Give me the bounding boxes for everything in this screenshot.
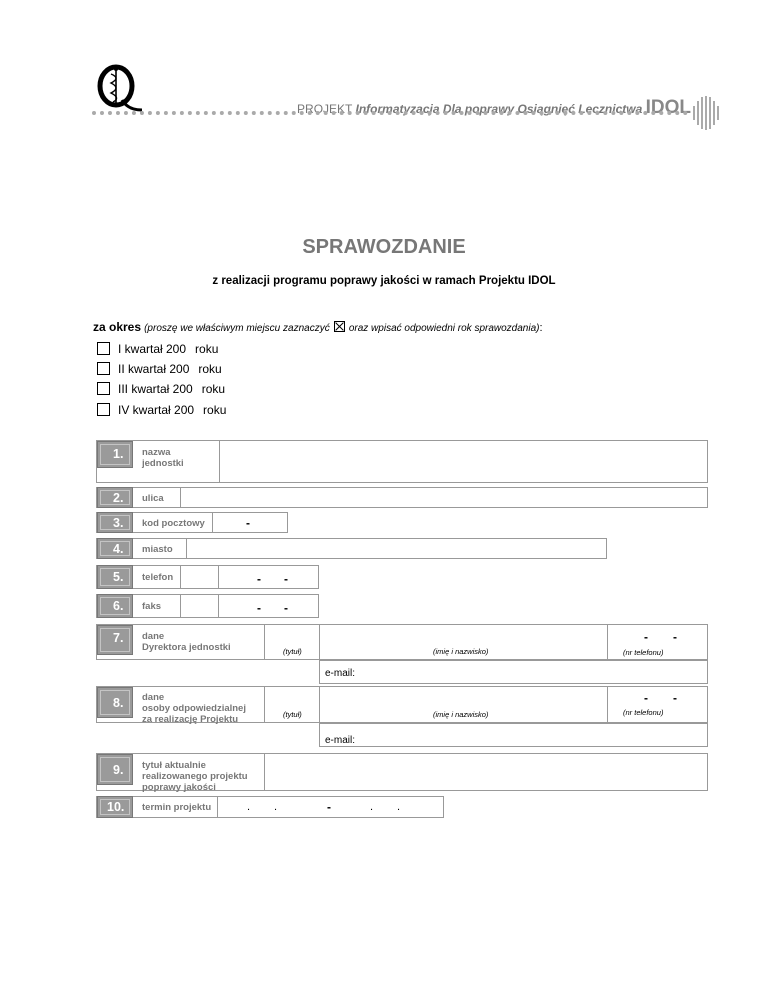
input-postal-code[interactable] — [214, 513, 286, 532]
director-email-label: e-mail: — [325, 668, 356, 679]
quarter-3-label: III kwartał 200 — [118, 382, 193, 396]
responsible-phone-sep-2: - — [673, 691, 677, 705]
field-number-9: 9. — [97, 754, 133, 785]
divider — [607, 624, 608, 660]
field-number-6: 6. — [97, 594, 133, 618]
term-date-dot-3: . — [370, 801, 374, 813]
input-project-term[interactable] — [219, 797, 442, 817]
period-colon: : — [539, 322, 543, 334]
project-header — [91, 97, 691, 119]
label-fax: faks — [142, 601, 162, 612]
checkbox-quarter-2[interactable] — [97, 362, 110, 375]
input-responsible-email[interactable] — [362, 725, 706, 745]
director-title-hint: (tytuł) — [283, 647, 302, 656]
field-number-8: 8. — [97, 687, 133, 718]
label-responsible-person: dane osoby odpowiedzialnej za realizację Projektu — [142, 692, 246, 725]
checked-box-icon — [334, 321, 345, 332]
checkbox-quarter-4[interactable] — [97, 403, 110, 416]
field-number-1: 1. — [97, 441, 133, 468]
quarter-4-suffix: roku — [203, 403, 227, 417]
divider — [186, 538, 187, 559]
input-responsible-name[interactable] — [321, 688, 606, 721]
divider — [180, 594, 181, 618]
responsible-email-label: e-mail: — [325, 735, 356, 746]
divider — [607, 686, 608, 723]
input-unit-name[interactable] — [221, 442, 705, 481]
input-city[interactable] — [188, 539, 605, 558]
field-number-10: 10. — [97, 796, 133, 818]
label-project-term: termin projektu — [142, 802, 212, 813]
label-street: ulica — [142, 493, 164, 504]
divider — [264, 624, 265, 660]
quarter-1-suffix: roku — [195, 342, 219, 356]
director-name-hint: (imię i nazwisko) — [433, 647, 489, 656]
period-note-after: oraz wpisać odpowiedni rok sprawozdania) — [348, 323, 540, 334]
input-phone[interactable] — [182, 566, 317, 588]
quarter-2-label: II kwartał 200 — [118, 362, 190, 376]
project-prefix: PROJEKT — [297, 102, 353, 116]
quarter-option-2[interactable] — [97, 362, 222, 376]
input-director-title[interactable] — [266, 626, 318, 658]
checkbox-quarter-3[interactable] — [97, 382, 110, 395]
project-name: Informatyzacja Dla poprawy Osiągnięć Lecznictwa — [355, 102, 643, 116]
term-date-dot-2: . — [274, 801, 278, 813]
field-number-7: 7. — [97, 625, 133, 655]
label-city: miasto — [142, 544, 173, 555]
responsible-phone-hint: (nr telefonu) — [623, 708, 664, 717]
quarter-4-label: IV kwartał 200 — [118, 403, 195, 417]
input-project-title[interactable] — [266, 755, 706, 789]
quarter-3-suffix: roku — [201, 382, 226, 396]
responsible-phone-sep-1: - — [644, 691, 648, 705]
field-number-3: 3. — [97, 512, 133, 533]
phone-separator-2: - — [284, 572, 288, 586]
term-date-dot-4: . — [397, 801, 401, 813]
input-director-phone[interactable] — [609, 626, 706, 658]
label-postal-code: kod pocztowy — [142, 518, 205, 529]
label-project-title: tytuł aktualnie realizowanego projektu poprawy jakości — [142, 760, 248, 793]
quarter-option-4[interactable] — [97, 403, 226, 417]
divider — [264, 753, 265, 791]
input-responsible-phone[interactable] — [609, 688, 706, 721]
input-street[interactable] — [182, 488, 706, 507]
divider — [217, 796, 218, 818]
field-number-4: 4. — [97, 538, 133, 559]
label-director: dane Dyrektora jednostki — [142, 631, 231, 653]
striped-bars-icon — [693, 96, 721, 130]
label-unit-name: nazwa jednostki — [142, 447, 184, 469]
document-subtitle: z realizacji programu poprawy jakości w ramach Projektu IDOL — [212, 275, 556, 287]
period-note-before: (proszę we właściwym miejscu zaznaczyć — [144, 323, 330, 334]
quarter-option-1[interactable] — [97, 342, 218, 356]
quarter-2-suffix: roku — [198, 362, 222, 376]
divider — [180, 565, 181, 589]
period-instruction — [93, 320, 543, 334]
input-director-email[interactable] — [362, 662, 706, 682]
director-phone-sep-2: - — [673, 630, 677, 644]
divider — [219, 440, 220, 483]
document-title: SPRAWOZDANIE — [302, 236, 466, 258]
divider — [264, 686, 265, 723]
fax-separator-1: - — [257, 601, 261, 615]
field-number-5: 5. — [97, 565, 133, 589]
label-phone: telefon — [142, 572, 174, 583]
fax-separator-2: - — [284, 601, 288, 615]
input-director-name[interactable] — [321, 626, 606, 658]
phone-separator-1: - — [257, 572, 261, 586]
quarter-option-3[interactable] — [97, 382, 225, 396]
quarter-1-label: I kwartał 200 — [118, 342, 187, 356]
term-date-dot-1: . — [247, 801, 251, 813]
input-fax[interactable] — [182, 595, 317, 617]
divider — [212, 512, 213, 533]
director-phone-hint: (nr telefonu) — [623, 648, 664, 657]
header-dotted-divider — [92, 111, 688, 115]
checkbox-quarter-1[interactable] — [97, 342, 110, 355]
field-number-2: 2. — [97, 487, 133, 508]
input-responsible-title[interactable] — [266, 688, 318, 721]
responsible-title-hint: (tytuł) — [283, 710, 302, 719]
period-label: za okres — [93, 320, 142, 334]
director-phone-sep-1: - — [644, 630, 648, 644]
term-range-separator: - — [327, 800, 331, 814]
project-acronym: IDOL — [645, 97, 691, 118]
divider — [180, 487, 181, 508]
postal-code-separator: - — [246, 516, 250, 530]
responsible-name-hint: (imię i nazwisko) — [433, 710, 489, 719]
